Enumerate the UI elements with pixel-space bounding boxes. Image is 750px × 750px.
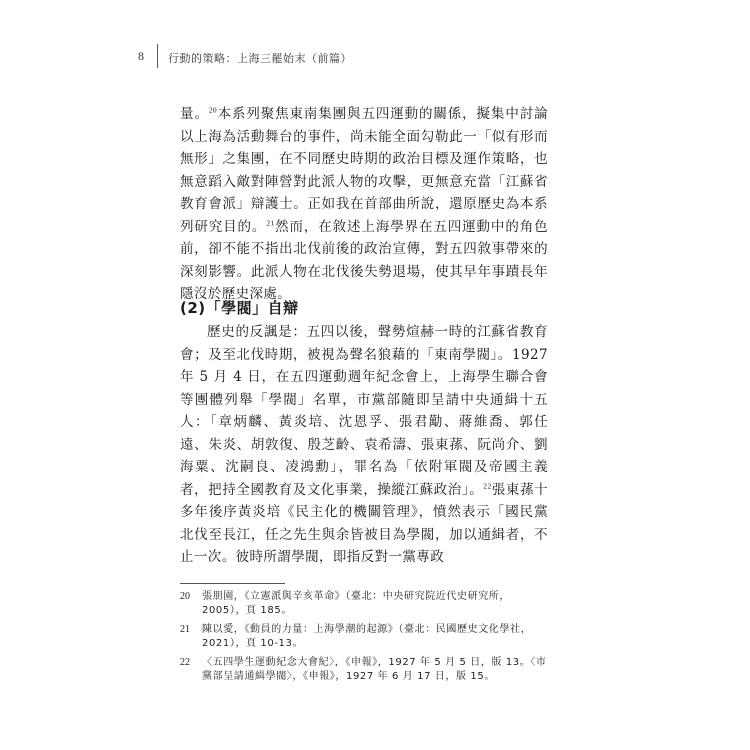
footnote-ref-21[interactable]: 21: [266, 218, 275, 227]
header-divider: [157, 44, 158, 68]
footnote-text: 〈五四學生運動紀念大會紀〉，《申報》，1927 年 5 月 5 日，版 13。〈市黨部呈請通緝學閥〉，《申報》，1927 年 6 月 17 日，版 15。: [202, 657, 547, 682]
footnote-number: 20: [180, 591, 190, 602]
footnote-ref-20[interactable]: 20: [208, 105, 218, 115]
footnotes: [180, 590, 550, 689]
paragraph-1-middle: 本系列聚焦東南集團與五四運動的關係，擬集中討論以上海為活動舞台的事件，尚未能全面勾勒此一「似有形而無形」之集團，在不同歷史時期的政治目標及運作策略，也無意蹈入敵對陣營對此派人物的攻擊，更無意充當「江蘇省教育會派」辯護士。正如我在首部曲所說，還原歷史為本系列研究目的。: [180, 106, 548, 235]
running-title: 行動的策略：上海三罷始末（前篇）: [168, 52, 352, 65]
footnote-text: 陳以愛，《動員的力量：上海學潮的起源》（臺北：民國歷史文化學社，2021），頁 10-13。: [202, 624, 532, 649]
page-number: 8: [138, 49, 144, 63]
footnote-number: 21: [180, 624, 190, 635]
section-heading: (2)「學閥」自辯: [180, 299, 299, 317]
footnote-21: [180, 623, 550, 651]
footnote-ref-22[interactable]: 22: [483, 481, 492, 490]
paragraph-2-start: 歷史的反諷是：五四以後，聲勢煊赫一時的江蘇省教育會；及至北伐時期，被視為聲名狼藉的「東南學閥」。1927 年 5 月 4 日，在五四運動週年紀念會上，上海學生聯合會等團體列舉「學閥」名單，市黨部隨即呈請中央通緝十五人：「章炳麟、黃炎培、沈恩孚、張君勱、蔣維喬、郭任遠、朱炎、胡敦復、殷芝齡、袁希濤、張東蓀、阮尚介、劉海粟、沈嗣良、凌鴻勳」，罪名為「依附軍閥及帝國主義者，把持全國教育及文化事業，操縱江蘇政治」。: [180, 324, 548, 498]
footnote-22: [180, 656, 550, 684]
paragraph-1-end: 然而，在敘述上海學界在五四運動中的角色前，卻不能不指出北伐前後的政治宣傳，對五四敘事帶來的深刻影響。此派人物在北伐後失勢退場，使其早年事蹟長年隱沒於歷史深處。: [180, 218, 548, 302]
paragraph-1: [180, 103, 548, 306]
footnote-text: 張朋園，《立憲派與辛亥革命》（臺北：中央研究院近代史研究所，2005），頁 185。: [202, 591, 510, 616]
paragraph-1-start: 量。: [180, 106, 209, 122]
footnote-20: [180, 590, 550, 618]
footnote-number: 22: [180, 657, 190, 668]
paragraph-2-end: 張東蓀十多年後序黃炎培《民主化的機關管理》，憤然表示「國民黨北伐至長江，任之先生與余皆被目為學閥，加以通緝者，不止一次。彼時所謂學閥，即指反對一黨專政: [180, 481, 548, 565]
footnote-divider: [180, 583, 285, 584]
paragraph-2: [180, 321, 548, 569]
